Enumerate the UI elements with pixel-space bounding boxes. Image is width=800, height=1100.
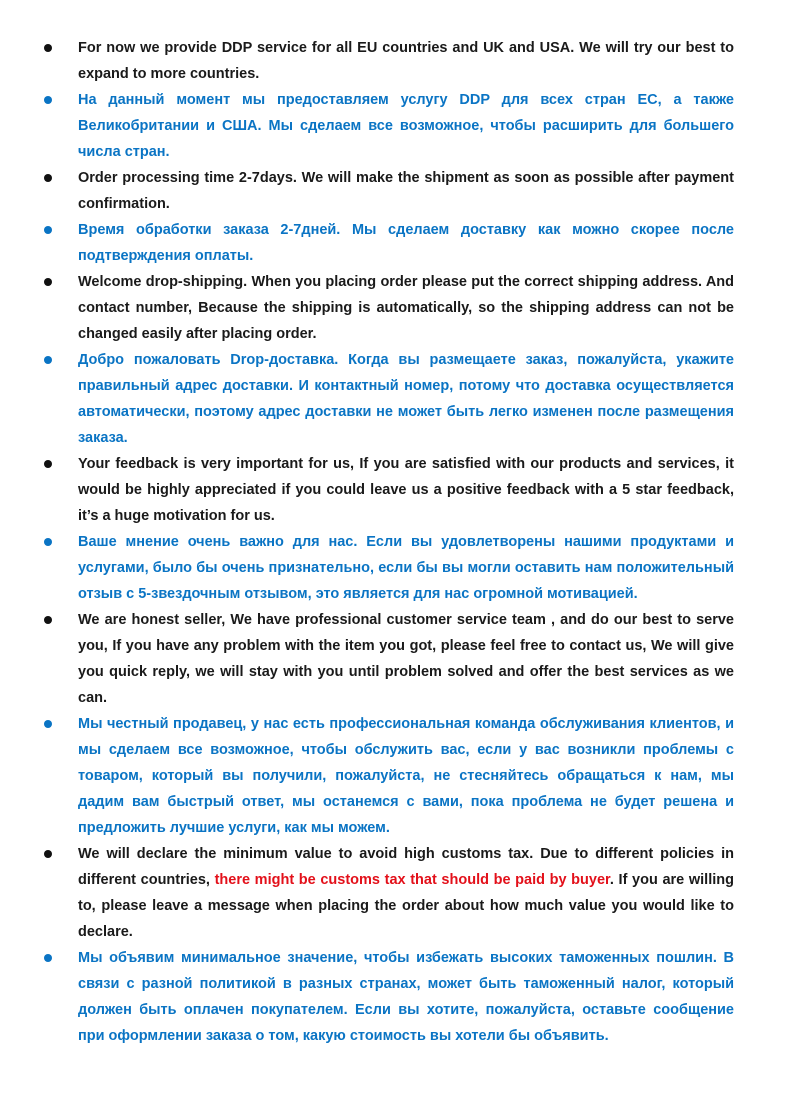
policy-item-ddp-ru xyxy=(78,87,734,165)
policy-item-customs-ru xyxy=(78,945,734,1049)
bullet-icon xyxy=(44,538,52,546)
bullet-icon xyxy=(44,96,52,104)
bullet-icon xyxy=(44,278,52,286)
policy-text: For now we provide DDP service for all EU countries and UK and USA. We will try our best to expand to more countries. xyxy=(78,40,734,82)
policy-item-processing-ru xyxy=(78,217,734,269)
policy-item-service-ru xyxy=(78,711,734,841)
policy-text: . If you are willing to, please leave a message when placing the order about how much value you would like to declare. xyxy=(78,872,734,940)
bullet-icon xyxy=(44,720,52,728)
customs-warning-highlight: there might be customs tax that should be paid by buyer xyxy=(214,872,610,888)
policy-item-dropshipping-ru xyxy=(78,347,734,451)
policy-list xyxy=(0,35,800,1049)
policy-text: Order processing time 2-7days. We will make the shipment as soon as possible after payment confirmation. xyxy=(78,170,734,212)
policy-text: Время обработки заказа 2-7дней. Мы сделаем доставку как можно скорее после подтверждения оплаты. xyxy=(78,222,734,264)
bullet-icon xyxy=(44,954,52,962)
policy-text: Your feedback is very important for us, If you are satisfied with our products and services, it would be highly appreciated if you could leave us a positive feedback with a 5 star feedback, it’s a huge motivation for us. xyxy=(78,456,734,524)
policy-text: Ваше мнение очень важно для нас. Если вы удовлетворены нашими продуктами и услугами, было бы очень признательно, если бы вы могли оставить нам положительный отзыв с 5-звездочным отзывом, это является для нас огромной мотивацией. xyxy=(78,534,734,602)
policy-text: Мы объявим минимальное значение, чтобы избежать высоких таможенных пошлин. В связи с разной политикой в разных странах, может быть таможенный налог, который должен быть оплачен покупателем. Если вы хотите, пожалуйста, оставьте сообщение при оформлении заказа о том, какую стоимость вы хотели бы объявить. xyxy=(78,950,734,1044)
bullet-icon xyxy=(44,356,52,364)
policy-text: Добро пожаловать Drop-доставка. Когда вы размещаете заказ, пожалуйста, укажите правильный адрес доставки. И контактный номер, потому что доставка осуществляется автоматически, поэтому адрес доставки не может быть легко изменен после размещения заказа. xyxy=(78,352,734,446)
policy-item-processing-en xyxy=(78,165,734,217)
policy-item-ddp-en xyxy=(78,35,734,87)
policy-item-feedback-ru xyxy=(78,529,734,607)
bullet-icon xyxy=(44,850,52,858)
policy-item-dropshipping-en xyxy=(78,269,734,347)
bullet-icon xyxy=(44,226,52,234)
policy-text: We are honest seller, We have professional customer service team , and do our best to serve you, If you have any problem with the item you got, please feel free to contact us, We will give you quick reply, we will stay with you until problem solved and offer the best services as we can. xyxy=(78,612,734,706)
bullet-icon xyxy=(44,44,52,52)
policy-text: Мы честный продавец, у нас есть профессиональная команда обслуживания клиентов, и мы сделаем все возможное, чтобы обслужить вас, если у вас возникли проблемы с товаром, который вы получили, пожалуйста, не стесняйтесь обращаться к нам, мы дадим вам быстрый ответ, мы останемся с вами, пока проблема не будет решена и предложить лучшие услуги, как мы можем. xyxy=(78,716,734,836)
policy-text: We will declare the minimum value to avoid high customs tax. Due to different policies in different countries, xyxy=(78,846,734,888)
policy-text: На данный момент мы предоставляем услугу DDP для всех стран ЕС, а также Великобритании и США. Мы сделаем все возможное, чтобы расширить для большего числа стран. xyxy=(78,92,734,160)
bullet-icon xyxy=(44,174,52,182)
policy-item-customs-en xyxy=(78,841,734,945)
policy-item-feedback-en xyxy=(78,451,734,529)
bullet-icon xyxy=(44,616,52,624)
bullet-icon xyxy=(44,460,52,468)
policy-text: Welcome drop-shipping. When you placing order please put the correct shipping address. And contact number, Because the shipping is automatically, so the shipping address can not be changed easily after placing order. xyxy=(78,274,734,342)
policy-item-service-en xyxy=(78,607,734,711)
